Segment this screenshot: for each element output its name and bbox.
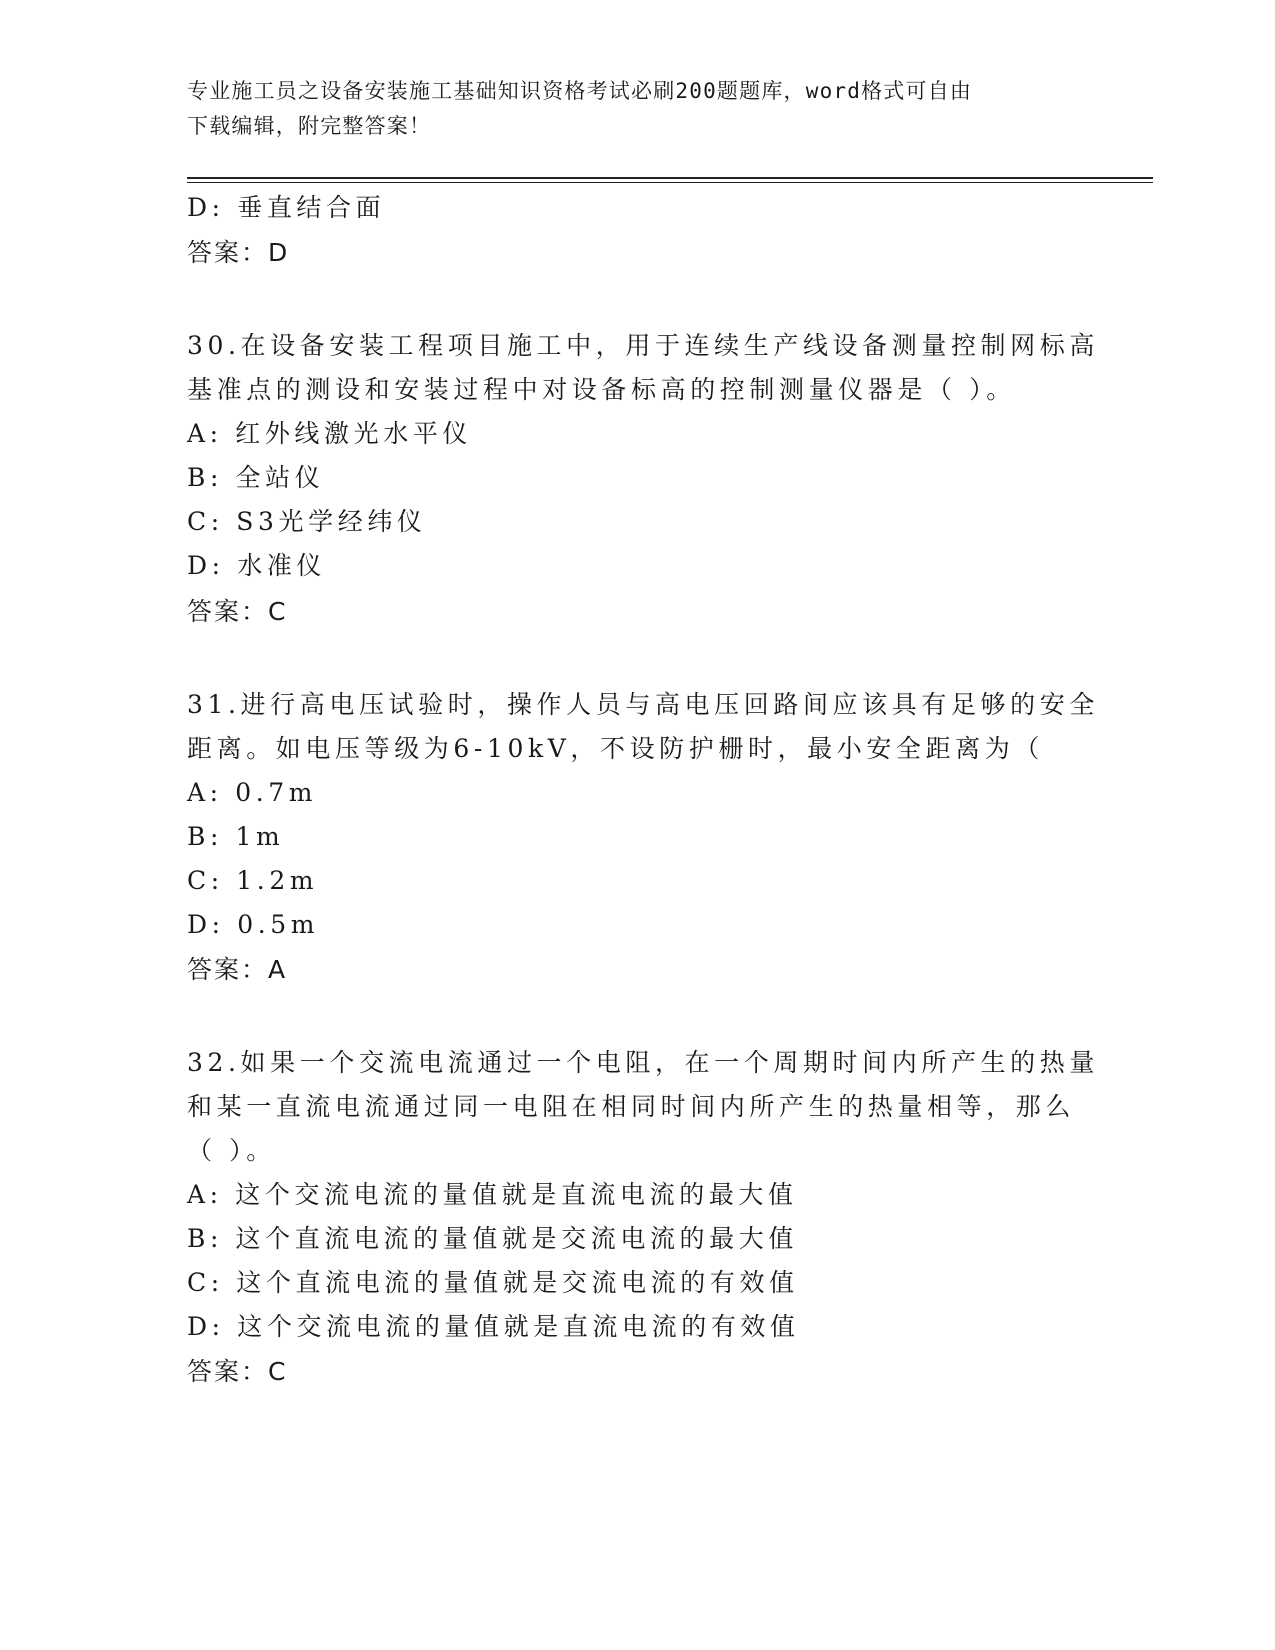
header-line-2: 下载编辑，附完整答案！ xyxy=(187,114,432,138)
q31-option-c: C: 1.2m xyxy=(187,866,319,895)
q31-option-d: D: 0.5m xyxy=(187,910,320,939)
q32-option-b: B: 这个直流电流的量值就是交流电流的最大值 xyxy=(187,1224,798,1253)
q32-stem-line-1: 32.如果一个交流电流通过一个电阻，在一个周期时间内所产生的热量 xyxy=(187,1048,1099,1077)
q30-stem-line-1: 30.在设备安装工程项目施工中，用于连续生产线设备测量控制网标高 xyxy=(187,331,1099,360)
q31-answer: 答案：A xyxy=(187,955,288,984)
q32-option-c: C: 这个直流电流的量值就是交流电流的有效值 xyxy=(187,1268,799,1297)
q31-option-b: B: 1m xyxy=(187,822,285,851)
page-header xyxy=(187,74,1067,144)
q32-option-a: A: 这个交流电流的量值就是直流电流的最大值 xyxy=(187,1180,798,1209)
q30-answer: 答案：C xyxy=(187,597,288,626)
q32-stem-line-2: 和某一直流电流通过同一电阻在相同时间内所产生的热量相等，那么 xyxy=(187,1092,1076,1121)
header-line-1: 专业施工员之设备安装施工基础知识资格考试必刷200题题库，word格式可自由 xyxy=(187,79,973,103)
q31-stem-line-1: 31.进行高电压试验时，操作人员与高电压回路间应该具有足够的安全 xyxy=(187,690,1099,719)
q32-stem-line-3: （ ）。 xyxy=(187,1136,276,1165)
q31-stem-line-2: 距离。如电压等级为6-10kV，不设防护栅时，最小安全距离为（ xyxy=(187,734,1044,763)
q30-option-d: D: 水准仪 xyxy=(187,551,327,580)
header-rule-thick xyxy=(187,177,1153,179)
q30-option-c: C: S3光学经纬仪 xyxy=(187,507,427,536)
prev-answer: 答案：D xyxy=(187,238,290,267)
q30-option-b: B: 全站仪 xyxy=(187,463,325,492)
q31-option-a: A: 0.7m xyxy=(187,778,318,807)
header-rule-thin xyxy=(187,182,1153,183)
q32-answer: 答案：C xyxy=(187,1357,288,1386)
q30-stem-line-2: 基准点的测设和安装过程中对设备标高的控制测量仪器是（ ）。 xyxy=(187,375,1016,404)
prev-option-d: D: 垂直结合面 xyxy=(187,193,386,222)
q30-option-a: A: 红外线激光水平仪 xyxy=(187,419,473,448)
q32-option-d: D: 这个交流电流的量值就是直流电流的有效值 xyxy=(187,1312,800,1341)
